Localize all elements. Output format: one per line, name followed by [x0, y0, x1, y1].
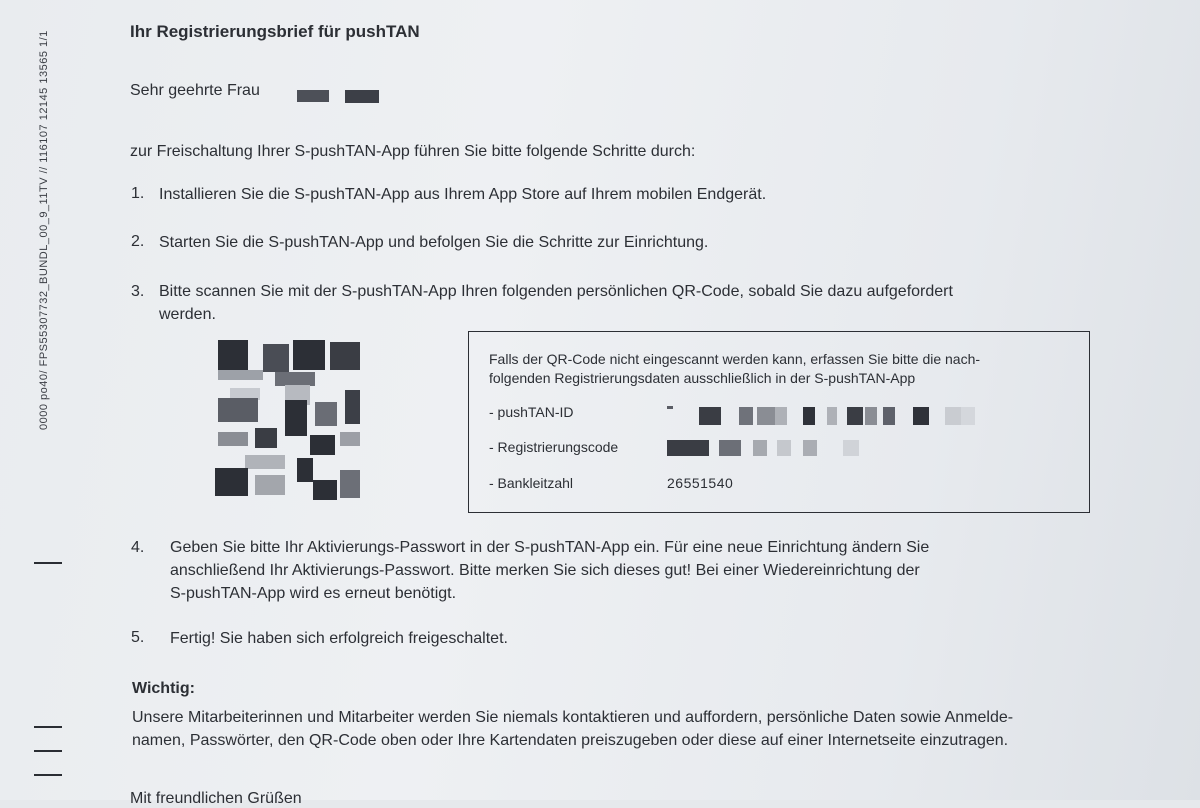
step-text: [159, 280, 953, 326]
step-line: werden.: [159, 306, 216, 323]
fold-mark: [34, 562, 62, 564]
letter-title: Ihr Registrierungsbrief für pushTAN: [130, 22, 420, 41]
step-line: Installieren Sie die S-pushTAN-App aus Ihrem App Store auf Ihrem mobilen Endgerät.: [159, 186, 767, 203]
important-line: namen, Passwörter, den QR-Code oben oder Ihre Kartendaten preiszugeben oder diese auf einer Internetseite einzutragen.: [132, 732, 1009, 749]
fold-mark: [34, 774, 62, 776]
step-line: Starten Sie die S-pushTAN-App und befolgen Sie die Schritte zur Einrichtung.: [159, 234, 709, 251]
step-number: 3.: [131, 283, 145, 300]
closing-text: Mit freundlichen Grüßen: [130, 790, 302, 807]
important-text: [132, 706, 1013, 752]
bank-code-value: 26551540: [667, 475, 734, 491]
pushtan-id-label: - pushTAN-ID: [489, 404, 574, 420]
step-number: 1.: [131, 185, 145, 202]
registration-data-box: [468, 331, 1090, 513]
step-text: [159, 183, 766, 206]
salutation: Sehr geehrte Frau: [130, 82, 260, 99]
step-text: [170, 627, 508, 650]
pushtan-id-redacted: [667, 404, 987, 424]
note-line: folgenden Registrierungsdaten ausschließlich in der S-pushTAN-App: [489, 370, 916, 386]
step-line: Geben Sie bitte Ihr Aktivierungs-Passwort in der S-pushTAN-App ein. Für eine neue Einrichtung ändern Sie: [170, 539, 930, 556]
side-print-code: 0000 po40/ FPS55307732_BUNDL_00_9_11TV // 116107 12145 13565 1/1: [38, 30, 50, 430]
step-number: 4.: [131, 539, 145, 556]
intro-text: zur Freischaltung Ihrer S-pushTAN-App führen Sie bitte folgende Schritte durch:: [130, 143, 696, 160]
step-text: [170, 536, 929, 605]
step-number: 5.: [131, 629, 145, 646]
step-line: Bitte scannen Sie mit der S-pushTAN-App Ihren folgenden persönlichen QR-Code, sobald Sie dazu aufgefordert: [159, 283, 953, 300]
redacted-name: [297, 90, 329, 102]
step-text: [159, 231, 708, 254]
note-line: Falls der QR-Code nicht eingescannt werden kann, erfassen Sie bitte die nach-: [489, 351, 981, 367]
fallback-note: [489, 350, 980, 388]
step-number: 2.: [131, 233, 145, 250]
redacted-name: [345, 90, 379, 103]
step-line: S-pushTAN-App wird es erneut benötigt.: [170, 585, 457, 602]
registration-code-redacted: [667, 436, 887, 456]
important-heading: Wichtig:: [132, 680, 195, 697]
registration-code-label: - Registrierungscode: [489, 439, 619, 455]
step-line: Fertig! Sie haben sich erfolgreich freigeschaltet.: [170, 630, 508, 647]
fold-mark: [34, 750, 62, 752]
important-line: Unsere Mitarbeiterinnen und Mitarbeiter werden Sie niemals kontaktieren und auffordern, persönliche Daten sowie Anmelde-: [132, 709, 1014, 726]
qr-code: [215, 340, 365, 505]
step-line: anschließend Ihr Aktivierungs-Passwort. Bitte merken Sie sich dieses gut! Bei einer Wiedereinrichtung der: [170, 562, 920, 579]
fold-mark: [34, 726, 62, 728]
bank-code-label: - Bankleitzahl: [489, 475, 574, 491]
